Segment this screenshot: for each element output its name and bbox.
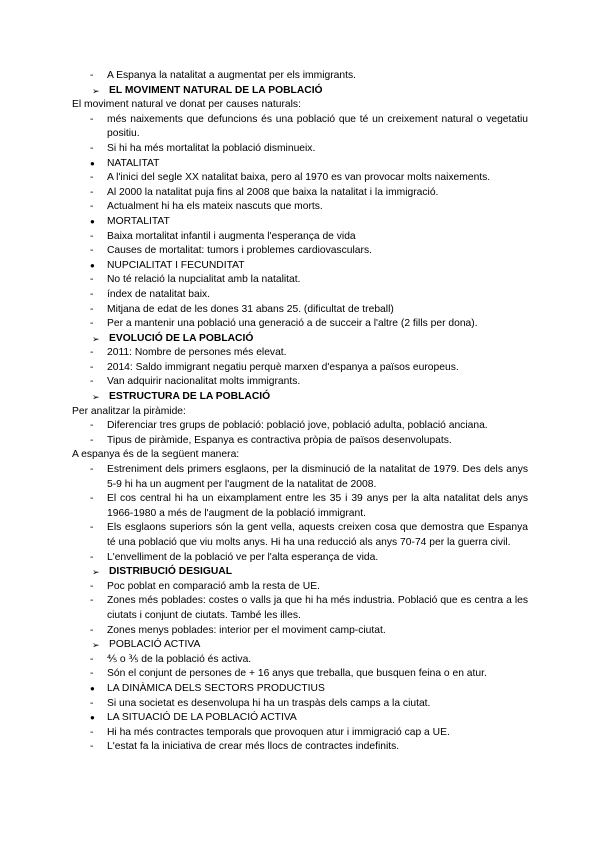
line-text: Causes de mortalitat: tumors i problemes cardiovasculars. xyxy=(107,245,372,257)
line-text: EL MOVIMENT NATURAL DE LA POBLACIÓ xyxy=(109,84,323,96)
list-item xyxy=(0,259,600,274)
line-text: NUPCIALITAT I FECUNDITAT xyxy=(107,259,245,271)
dash-marker: - xyxy=(90,288,94,300)
dash-marker: - xyxy=(90,186,94,198)
arrow-bullet-icon: ➢ xyxy=(92,392,100,403)
dash-marker: - xyxy=(90,726,94,738)
list-item xyxy=(0,740,600,755)
list-item xyxy=(0,434,600,449)
line-text: Zones més poblades: costes o valls ja que hi ha més industria. Població que es centra a les ciutats i conjunt de ciutats. També les illes. xyxy=(107,595,528,621)
bullet-dot-icon: ● xyxy=(90,713,95,723)
line-text: Zones menys poblades: interior per el moviment camp-ciutat. xyxy=(107,624,386,636)
paragraph-line xyxy=(0,98,600,113)
line-text: POBLACIÓ ACTIVA xyxy=(109,639,201,651)
line-text: Estreniment dels primers esglaons, per la disminució de la natalitat de 1979. Des dels anys 5-9 hi ha un augment per l'augment de la natalitat de 2008. xyxy=(107,464,528,490)
arrow-bullet-icon: ➢ xyxy=(92,333,100,344)
line-text: Actualment hi ha els mateix nascuts que morts. xyxy=(107,201,323,213)
bullet-dot-icon: ● xyxy=(90,683,95,693)
dash-marker: - xyxy=(90,361,94,373)
list-item xyxy=(0,580,600,595)
list-item xyxy=(0,186,600,201)
section-heading xyxy=(0,565,600,580)
line-text: LA DINÀMICA DELS SECTORS PRODUCTIUS xyxy=(107,682,325,694)
line-text: ESTRUCTURA DE LA POBLACIÓ xyxy=(109,391,271,403)
list-item xyxy=(0,594,600,623)
bullet-dot-icon: ● xyxy=(90,260,95,270)
dash-marker: - xyxy=(90,318,94,330)
list-item xyxy=(0,697,600,712)
list-item xyxy=(0,682,600,697)
list-item xyxy=(0,667,600,682)
list-item xyxy=(0,346,600,361)
line-text: Al 2000 la natalitat puja fins al 2008 que baixa la natalitat i la immigració. xyxy=(107,186,439,198)
list-item xyxy=(0,215,600,230)
list-item xyxy=(0,375,600,390)
list-item xyxy=(0,361,600,376)
list-item xyxy=(0,230,600,245)
dash-marker: - xyxy=(90,303,94,315)
line-text: No té relació la nupcialitat amb la natalitat. xyxy=(107,274,301,286)
dash-marker: - xyxy=(90,624,94,636)
line-text: Baixa mortalitat infantil i augmenta l'esperança de vida xyxy=(107,230,356,242)
dash-marker: - xyxy=(90,580,94,592)
line-text: A Espanya la natalitat a augmentat per els immigrants. xyxy=(107,70,356,81)
dash-marker: - xyxy=(90,741,94,753)
list-item xyxy=(0,419,600,434)
list-item xyxy=(0,463,600,492)
list-item xyxy=(0,142,600,157)
line-text: L'estat fa la iniciativa de crear més llocs de contractes indefinits. xyxy=(107,741,400,753)
dash-marker: - xyxy=(90,347,94,359)
line-text: índex de natalitat baix. xyxy=(107,288,211,300)
line-text: Hi ha més contractes temporals que provoquen atur i immigració cap a UE. xyxy=(107,726,450,738)
arrow-bullet-icon: ➢ xyxy=(92,640,100,651)
line-text: més naixements que defuncions és una població que té un creixement natural o vegetatiu positiu. xyxy=(107,113,528,140)
list-item xyxy=(0,624,600,639)
paragraph-line xyxy=(0,405,600,420)
dash-marker: - xyxy=(90,668,94,680)
list-item xyxy=(0,492,600,521)
dash-marker: - xyxy=(90,551,94,563)
line-text: Si una societat es desenvolupa hi ha un traspàs dels camps a la ciutat. xyxy=(107,697,431,709)
line-text: 2011: Nombre de persones més elevat. xyxy=(107,347,287,359)
line-text: ⅘ o ⅗ de la població és activa. xyxy=(107,653,252,665)
list-item xyxy=(0,711,600,726)
list-item xyxy=(0,273,600,288)
dash-marker: - xyxy=(90,420,94,432)
section-heading xyxy=(0,84,600,99)
dash-marker: - xyxy=(90,434,94,446)
section-heading xyxy=(0,332,600,347)
dash-marker: - xyxy=(90,70,94,81)
line-text: NATALITAT xyxy=(107,157,160,169)
line-text: EVOLUCIÓ DE LA POBLACIÓ xyxy=(109,332,254,344)
line-text: A l'inici del segle XX natalitat baixa, pero al 1970 es van provocar molts naixements. xyxy=(107,172,491,184)
list-item xyxy=(0,288,600,303)
list-item xyxy=(0,200,600,215)
bullet-dot-icon: ● xyxy=(90,158,95,168)
line-text: Poc poblat en comparació amb la resta de UE. xyxy=(107,580,320,592)
line-text: Per analitzar la piràmide: xyxy=(72,405,186,417)
list-item xyxy=(0,521,600,550)
dash-marker: - xyxy=(90,697,94,709)
dash-marker: - xyxy=(90,230,94,242)
paragraph-line xyxy=(0,448,600,463)
line-text: Els esglaons superiors són la gent vella, aquests creixen cosa que demostra que Espanya té una població que viu molts anys. Hi ha una reducció als anys 70-74 per la guerra civil. xyxy=(107,522,528,548)
section-heading xyxy=(0,638,600,653)
dash-marker: - xyxy=(90,493,94,505)
line-text: L'envelliment de la població ve per l'alta esperança de vida. xyxy=(107,551,379,563)
dash-marker: - xyxy=(90,172,94,184)
line-text: Si hi ha més mortalitat la població disminueix. xyxy=(107,142,316,154)
dash-marker: - xyxy=(90,245,94,257)
line-text: Diferenciar tres grups de població: població jove, població adulta, població anciana. xyxy=(107,420,488,432)
line-text: Mitjana de edat de les dones 31 abans 25. (dificultat de treball) xyxy=(107,303,394,315)
arrow-bullet-icon: ➢ xyxy=(92,85,100,96)
dash-marker: - xyxy=(90,201,94,213)
dash-marker: - xyxy=(90,376,94,388)
line-text: Tipus de piràmide, Espanya es contractiva pròpia de països desenvolupats. xyxy=(107,434,452,446)
line-text: Per a mantenir una població una generació a de succeir a l'altre (2 fills per dona). xyxy=(107,318,478,330)
line-text: Van adquirir nacionalitat molts immigrants. xyxy=(107,376,301,388)
line-text: MORTALITAT xyxy=(107,215,170,227)
list-item xyxy=(0,244,600,259)
list-item xyxy=(0,171,600,186)
dash-marker: - xyxy=(90,274,94,286)
list-item xyxy=(0,113,600,142)
list-item xyxy=(0,551,600,566)
bullet-dot-icon: ● xyxy=(90,216,95,226)
dash-marker: - xyxy=(90,653,94,665)
dash-marker: - xyxy=(90,113,94,125)
line-text: A espanya és de la següent manera: xyxy=(72,449,240,461)
line-text: El cos central hi ha un eixamplament entre les 35 i 39 anys per la alta natalitat dels anys 1966-1980 a més de l'augment de la població immigrant. xyxy=(107,493,528,519)
dash-marker: - xyxy=(90,142,94,154)
list-item xyxy=(0,653,600,668)
arrow-bullet-icon: ➢ xyxy=(92,567,100,578)
list-item xyxy=(0,726,600,741)
list-item xyxy=(0,317,600,332)
list-item xyxy=(0,303,600,318)
line-text: El moviment natural ve donat per causes naturals: xyxy=(72,99,301,111)
line-text: Són el conjunt de persones de + 16 anys que treballa, que busquen feina o en atur. xyxy=(107,668,487,680)
line-text: LA SITUACIÓ DE LA POBLACIÓ ACTIVA xyxy=(107,712,297,724)
list-item xyxy=(0,157,600,172)
section-heading xyxy=(0,390,600,405)
line-text: 2014: Saldo immigrant negatiu perquè marxen d'espanya a països europeus. xyxy=(107,361,459,373)
dash-marker: - xyxy=(90,522,94,534)
list-item xyxy=(0,69,600,84)
dash-marker: - xyxy=(90,464,94,476)
dash-marker: - xyxy=(90,595,94,607)
line-text: DISTRIBUCIÓ DESIGUAL xyxy=(109,566,232,578)
document-body xyxy=(0,69,600,755)
